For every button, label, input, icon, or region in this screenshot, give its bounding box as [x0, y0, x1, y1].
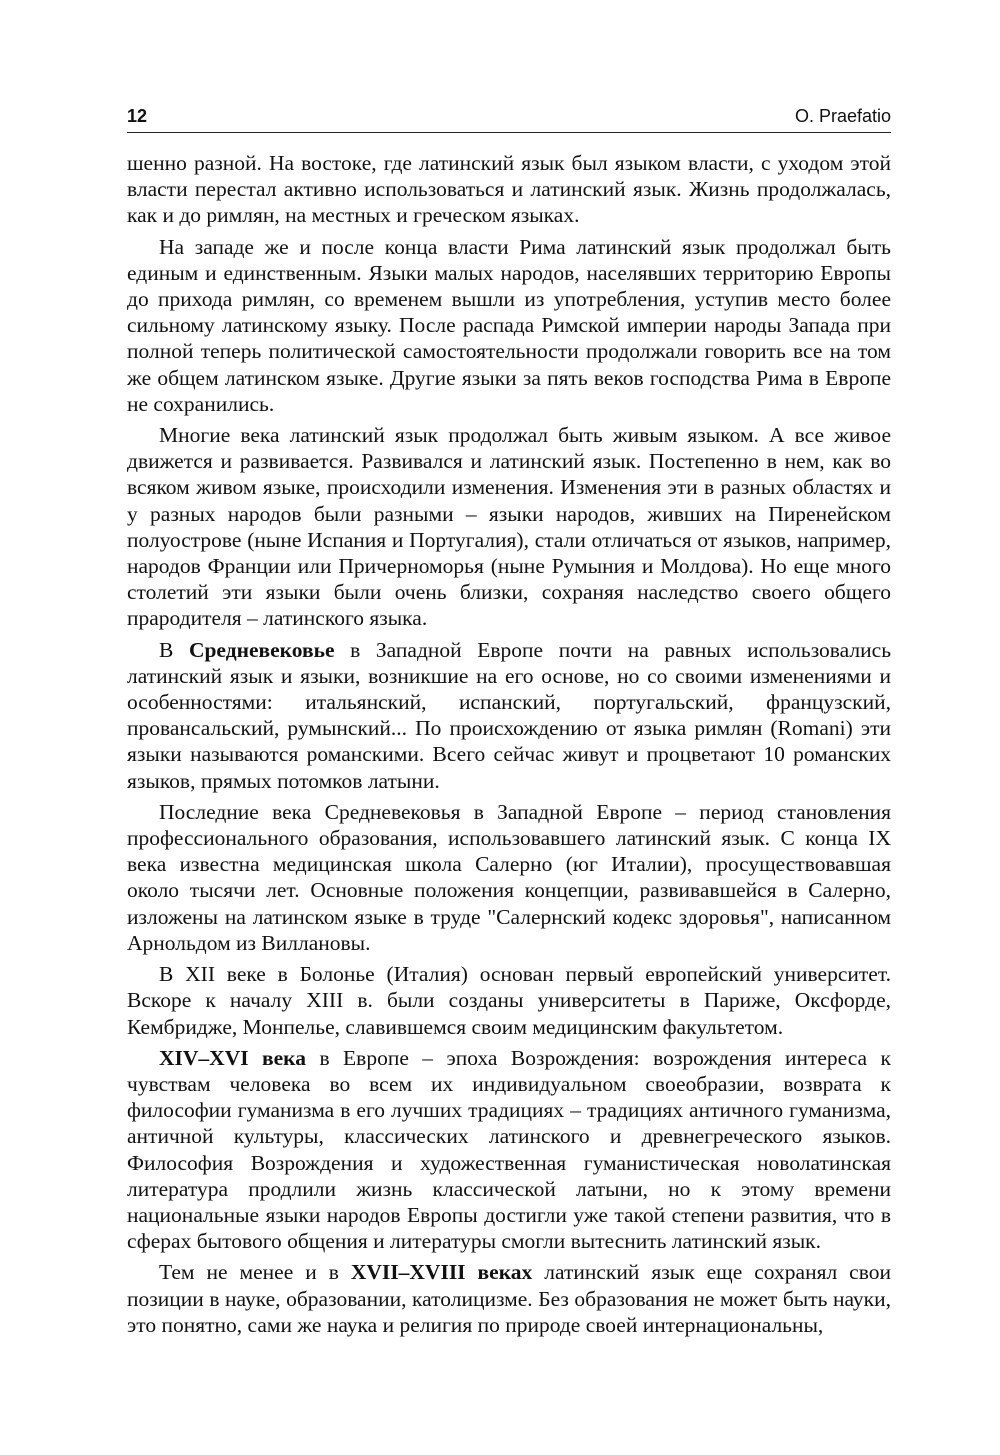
- paragraph-text: шенно разной. На востоке, где латинский язык был языком власти, с уходом этой власти перестал активно использоваться и латинский язык. Жизнь продолжалась, как и до римлян, на местных и греческом языках.: [127, 151, 891, 228]
- paragraph-text: латинский язык еще сохранял свои позиции в науке, образовании, католицизме. Без образования не может быть науки, это понятно, сами же наука и религия по природе своей интернациональны,: [127, 1260, 891, 1337]
- paragraph-3: [127, 422, 891, 632]
- bold-term: XVII–XVIII веках: [350, 1260, 533, 1285]
- paragraph-6: [127, 961, 891, 1040]
- paragraph-4: [127, 637, 891, 794]
- paragraph-5: [127, 799, 891, 956]
- paragraph-7: [127, 1045, 891, 1255]
- body-text: [127, 150, 891, 1343]
- paragraph-2: [127, 234, 891, 417]
- paragraph-8: [127, 1259, 891, 1338]
- paragraph-lead: Тем не менее и в: [159, 1260, 351, 1285]
- bold-term: XIV–XVI века: [159, 1045, 306, 1070]
- paragraph-text: Последние века Средневековья в Западной Европе – период становления профессионального образования, использовавшего латинский язык. С конца IX века известна медицинская школа Салерно (юг Италии), просуществовавшая около тысячи лет. Основные положения концепции, развивавшейся в Салерно, изложены на латинском языке в труде "Салернский кодекс здоровья", написанном Арнольдом из Виллановы.: [127, 799, 891, 955]
- page-number: 12: [127, 106, 148, 126]
- bold-term: Средневековье: [188, 637, 335, 662]
- paragraph-text: в Западной Европе почти на равных использовались латинский язык и языки, возникшие на его основе, но со своими изменениями и особенностями: итальянский, испанский, португальский, французский, провансальский, румынский... По происхождению от языка римлян (Romani) эти языки называются романскими. Всего сейчас живут и процветают 10 романских языков, прямых потомков латыни.: [127, 637, 891, 793]
- paragraph-text: В XII веке в Болонье (Италия) основан первый европейский университет. Вскоре к началу XIII в. были созданы университеты в Париже, Оксфорде, Кембридже, Монпелье, славившемся своим медицинским факультетом.: [127, 962, 891, 1039]
- header-rule: [127, 132, 891, 133]
- paragraph-text: в Европе – эпоха Возрождения: возрождения интереса к чувствам человека во всем их индивидуальном своеобразии, возврата к философии гуманизма в его лучших традициях – традициях античного гуманизма, античной культуры, классических латинского и древнегреческого языков. Философия Возрождения и художественная гуманистическая новолатинская литература продлили жизнь классической латыни, но к этому времени национальные языки народов Европы достигли уже такой степени развития, что в сферах бытового общения и литературы смогли вытеснить латинский язык.: [127, 1045, 891, 1254]
- running-header: [127, 106, 891, 130]
- paragraph-text: Многие века латинский язык продолжал быть живым языком. А все живое движется и развивается. Развивался и латинский язык. Постепенно в нем, как во всяком живом языке, происходили изменения. Изменения эти в разных областях и у разных народов были разными – языки народов, живших на Пиренейском полуострове (ныне Испания и Португалия), стали отличаться от языков, например, народов Франции или Причерноморья (ныне Румыния и Молдова). Но еще много столетий эти языки были очень близки, сохраняя наследство своего общего прародителя – латинского языка.: [127, 423, 891, 631]
- paragraph-1: [127, 150, 891, 229]
- paragraph-text: На западе же и после конца власти Рима латинский язык продолжал быть единым и единственным. Языки малых народов, населявших территорию Европы до прихода римлян, со временем вышли из употребления, уступив место более сильному латинскому языку. После распада Римской империи народы Запада при полной теперь политической самостоятельности продолжали говорить все на том же общем латинском языке. Другие языки за пять веков господства Рима в Европе не сохранились.: [127, 234, 891, 416]
- chapter-title: O. Praefatio: [794, 106, 891, 126]
- paragraph-lead: В: [159, 637, 189, 662]
